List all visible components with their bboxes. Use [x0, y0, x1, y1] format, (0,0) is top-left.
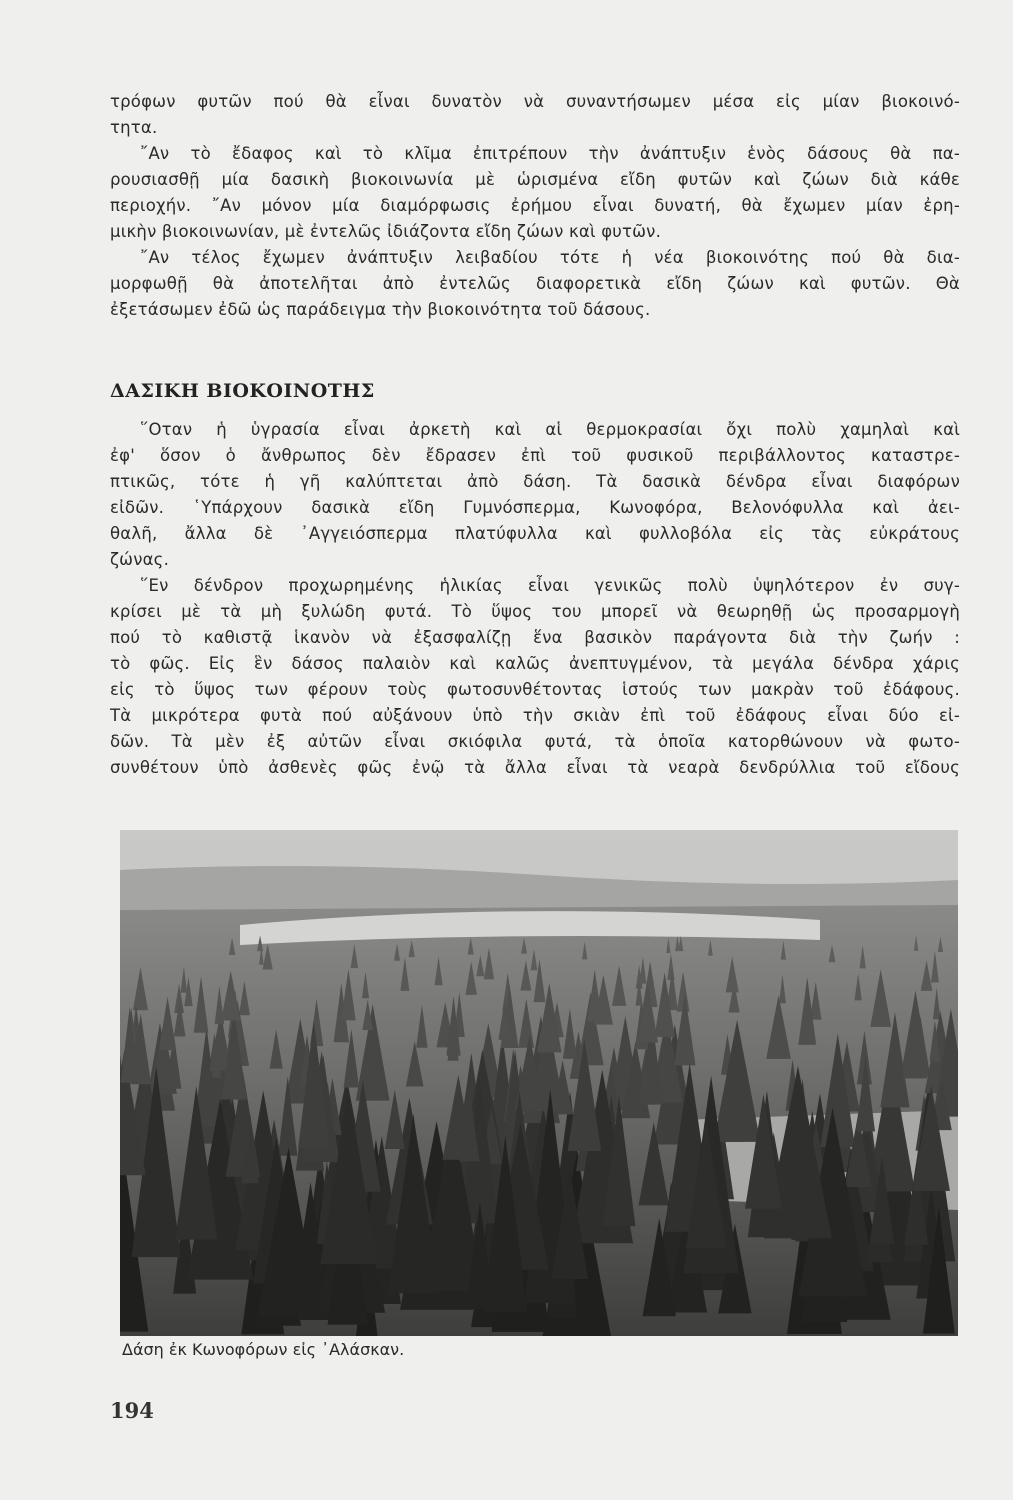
- text-line: ῎Αν τέλος ἔχωμεν ἀνάπτυξιν λειβαδίου τότε ἡ νέα βιοκοινότης πού θὰ δια-: [140, 248, 960, 267]
- photo-caption: Δάση ἐκ Κωνοφόρων εἰς ᾽Αλάσκαν.: [122, 1340, 405, 1359]
- text-line: πτικῶς, τότε ἡ γῆ καλύπτεται ἀπὸ δάση. Τὰ δασικὰ δένδρα εἶναι διαφόρων: [110, 472, 960, 491]
- text-line: δῶν. Τὰ μὲν ἐξ αὐτῶν εἶναι σκιόφιλα φυτά, τὰ ὁποῖα κατορθώνουν νὰ φωτο-: [110, 732, 960, 751]
- text-line: ἐξετάσωμεν ἐδῶ ὡς παράδειγμα τὴν βιοκοινότητα τοῦ δάσους.: [110, 300, 651, 319]
- text-line: εἰδῶν. ῾Υπάρχουν δασικὰ εἴδη Γυμνόσπερμα, Κωνοφόρα, Βελονόφυλλα καὶ ἀει-: [110, 498, 960, 517]
- text-line: συνθέτουν ὑπὸ ἀσθενὲς φῶς ἐνῷ τὰ ἄλλα εἶναι τὰ νεαρὰ δενδρύλλια τοῦ εἴδους: [110, 758, 960, 777]
- text-line: ῎Αν τὸ ἔδαφος καὶ τὸ κλῖμα ἐπιτρέπουν τὴν ἀνάπτυξιν ἑνὸς δάσους θὰ πα-: [140, 144, 960, 163]
- forest-photo: [120, 830, 958, 1336]
- text-line: εἰς τὸ ὕψος των φέρουν τοὺς φωτοσυνθέτοντας ἱστούς των μακρὰν τοῦ ἐδάφους.: [110, 680, 960, 699]
- text-line: ρουσιασθῇ μία δασικὴ βιοκοινωνία μὲ ὡρισμένα εἴδη φυτῶν καὶ ζώων διὰ κάθε: [110, 170, 960, 189]
- section-heading: ΔΑΣΙΚΗ ΒΙΟΚΟΙΝΟΤΗΣ: [110, 380, 375, 402]
- text-line: τητα.: [110, 118, 158, 137]
- text-line: τὸ φῶς. Εἰς ἓν δάσος παλαιὸν καὶ καλῶς ἀνεπτυγμένον, τὰ μεγάλα δένδρα χάρις: [110, 654, 960, 673]
- text-line: πού τὸ καθιστᾷ ἱκανὸν νὰ ἐξασφαλίζῃ ἕνα βασικὸν παράγοντα διὰ τὴν ζωήν :: [110, 628, 960, 647]
- text-line: Τὰ μικρότερα φυτὰ πού αὐξάνουν ὑπὸ τὴν σκιὰν ἐπὶ τοῦ ἐδάφους εἶναι δύο εἰ-: [110, 706, 960, 725]
- forest-photo-image: [120, 830, 958, 1336]
- text-line: τρόφων φυτῶν πού θὰ εἶναι δυνατὸν νὰ συναντήσωμεν μέσα εἰς μίαν βιοκοινό-: [110, 92, 960, 111]
- text-line: μικὴν βιοκοινωνίαν, μὲ ἐντελῶς ἰδιάζοντα εἴδη ζώων καὶ φυτῶν.: [110, 222, 662, 241]
- text-line: ῞Εν δένδρον προχωρημένης ἡλικίας εἶναι γενικῶς πολὺ ὑψηλότερον ἐν συγ-: [140, 576, 960, 595]
- text-line: ζώνας.: [110, 550, 170, 569]
- page-number: 194: [110, 1398, 154, 1423]
- text-line: μορφωθῇ θὰ ἀποτελῆται ἀπὸ ἐντελῶς διαφορετικὰ εἴδη ζώων καὶ φυτῶν. Θὰ: [110, 274, 960, 293]
- text-line: ῞Οταν ἡ ὑγρασία εἶναι ἀρκετὴ καὶ αἱ θερμοκρασίαι ὄχι πολὺ χαμηλαὶ καὶ: [140, 420, 960, 439]
- text-line: θαλῆ, ἄλλα δὲ ᾽Αγγειόσπερμα πλατύφυλλα καὶ φυλλοβόλα εἰς τὰς εὐκράτους: [110, 524, 960, 543]
- text-line: ἐφ' ὅσον ὁ ἄνθρωπος δὲν ἔδρασεν ἐπὶ τοῦ φυσικοῦ περιβάλλοντος καταστρε-: [110, 446, 960, 465]
- text-line: περιοχήν. ῎Αν μόνον μία διαμόρφωσις ἐρήμου εἶναι δυνατή, θὰ ἔχωμεν μίαν ἐρη-: [110, 196, 960, 215]
- text-line: κρίσει μὲ τὰ μὴ ξυλώδη φυτά. Τὸ ὕψος του μπορεῖ νὰ θεωρηθῇ ὡς προσαρμογὴ: [110, 602, 960, 621]
